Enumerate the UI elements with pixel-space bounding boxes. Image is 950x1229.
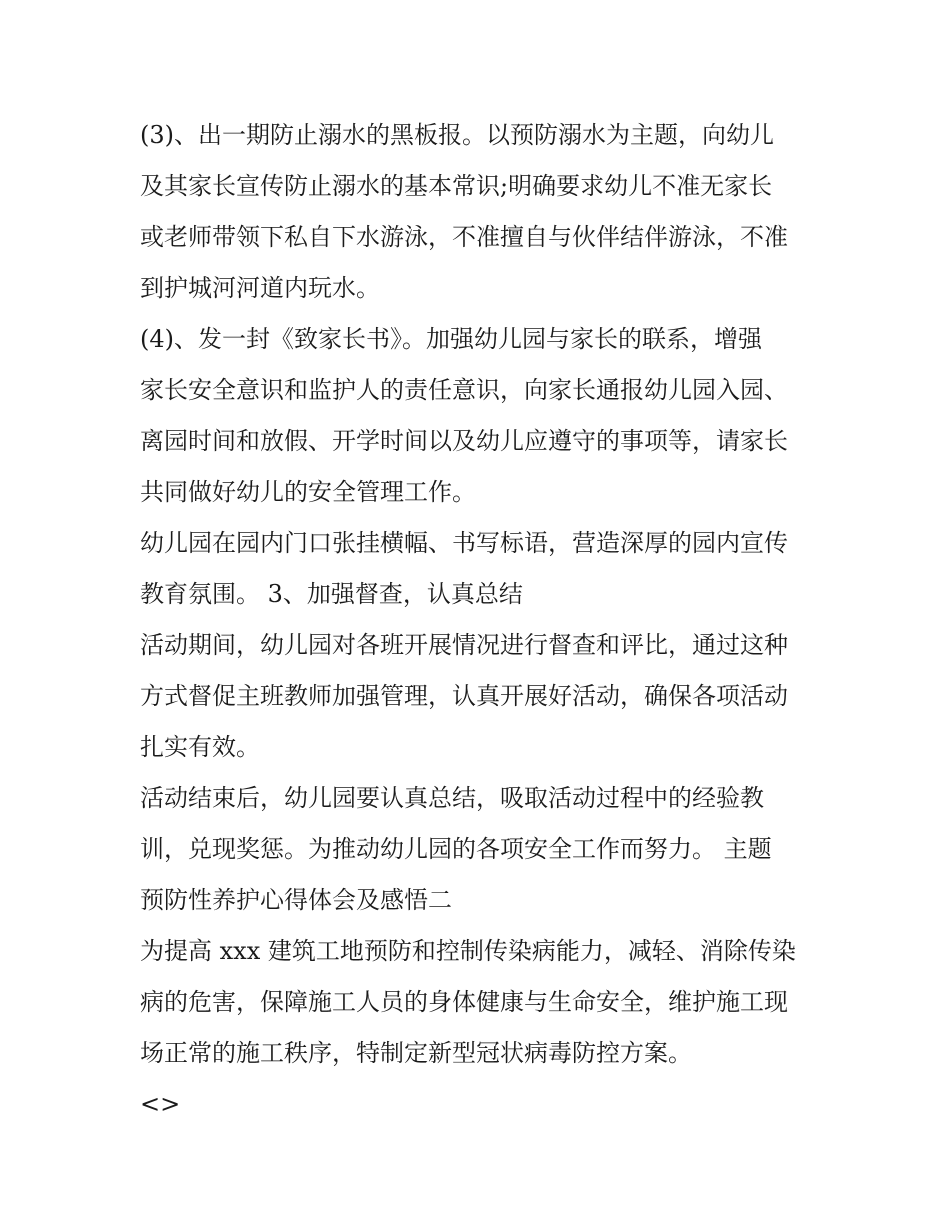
text-line: 教育氛围。 3、加强督查，认真总结 bbox=[140, 580, 523, 608]
text-line: 扎实有效。 bbox=[140, 733, 260, 761]
text-line: 幼儿园在园内门口张挂横幅、书写标语，营造深厚的园内宣传 bbox=[140, 529, 788, 557]
text-line: 场正常的施工秩序，特制定新型冠状病毒防控方案。 bbox=[140, 1039, 692, 1067]
text-line: (3)、出一期防止溺水的黑板报。以预防溺水为主题，向幼儿 bbox=[140, 121, 774, 149]
document-body bbox=[140, 110, 815, 1130]
text-line: 或老师带领下私自下水游泳，不准擅自与伙伴结伴游泳，不准 bbox=[140, 223, 788, 251]
placeholder-marker: <> bbox=[140, 1090, 181, 1118]
text-line: 活动结束后，幼儿园要认真总结，吸取活动过程中的经验教 bbox=[140, 784, 764, 812]
section-heading: 预防性养护心得体会及感悟二 bbox=[140, 886, 452, 914]
text-line: 家长安全意识和监护人的责任意识，向家长通报幼儿园入园、 bbox=[140, 376, 788, 404]
text-line: 到护城河河道内玩水。 bbox=[140, 274, 380, 302]
text-line: (4)、发一封《致家长书》。加强幼儿园与家长的联系，增强 bbox=[140, 325, 762, 353]
text-line: 活动期间，幼儿园对各班开展情况进行督查和评比，通过这种 bbox=[140, 631, 788, 659]
text-line: 及其家长宣传防止溺水的基本常识;明确要求幼儿不准无家长 bbox=[140, 172, 773, 200]
text-line: 训，兑现奖惩。为推动幼儿园的各项安全工作而努力。 主题 bbox=[140, 835, 772, 863]
text-line: 离园时间和放假、开学时间以及幼儿应遵守的事项等，请家长 bbox=[140, 427, 788, 455]
text-line: 病的危害，保障施工人员的身体健康与生命安全，维护施工现 bbox=[140, 988, 788, 1016]
text-line: 共同做好幼儿的安全管理工作。 bbox=[140, 478, 476, 506]
text-line: 方式督促主班教师加强管理，认真开展好活动，确保各项活动 bbox=[140, 682, 788, 710]
text-line: 为提高 xxx 建筑工地预防和控制传染病能力，减轻、消除传染 bbox=[140, 937, 796, 965]
